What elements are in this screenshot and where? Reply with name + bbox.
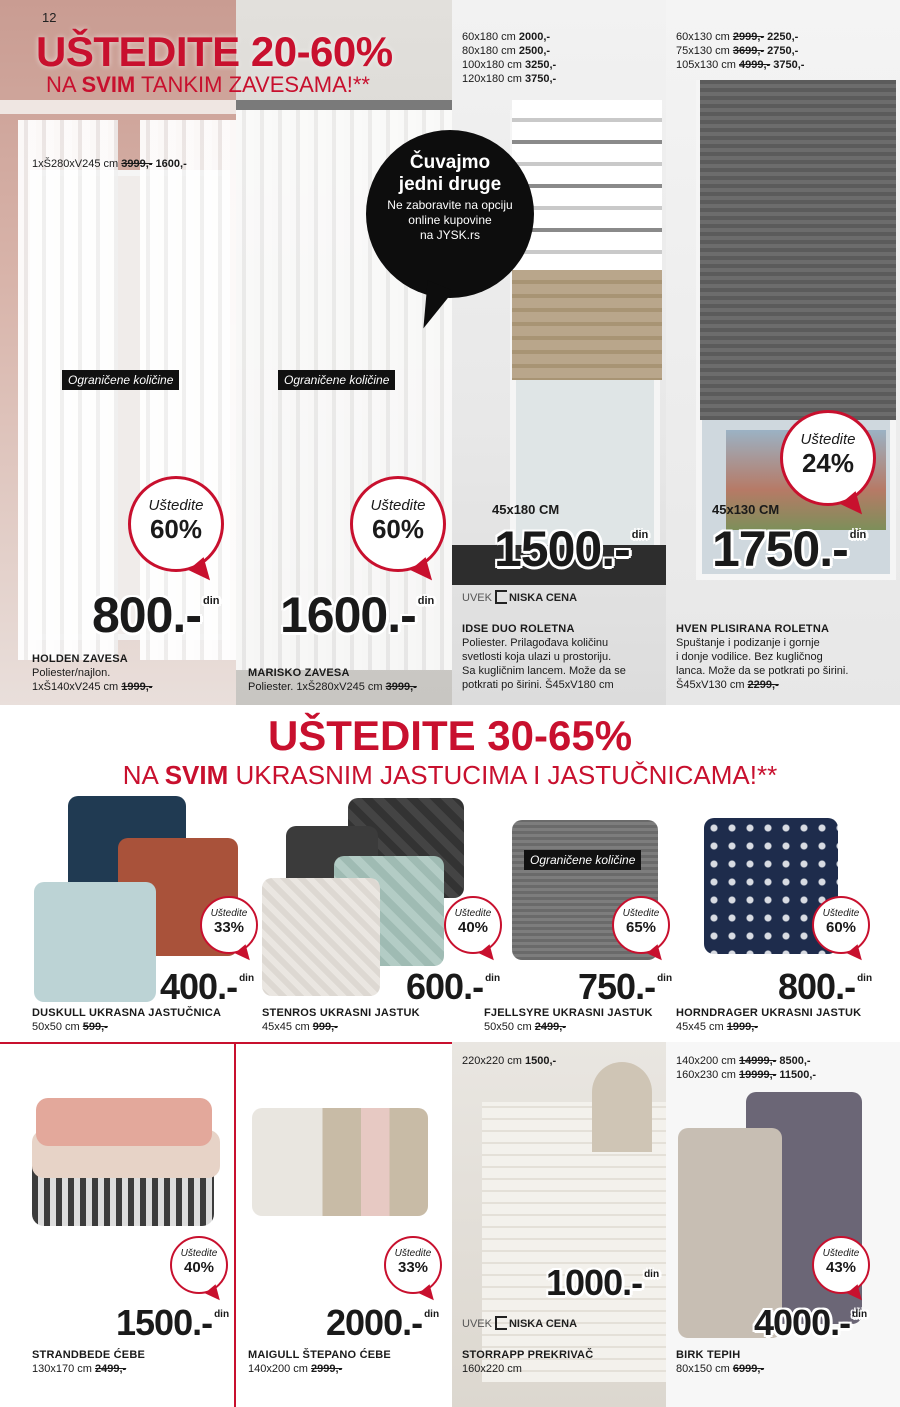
size-row: 120x180 cm 3750,- (462, 73, 557, 85)
hven-price: 1750.- $^{din}$ (712, 521, 867, 577)
sheer-curtain-image (18, 120, 118, 660)
idse-size-list (462, 30, 556, 86)
care-online-bubble (366, 130, 534, 298)
mid-subheadline: NA SVIM UKRASNIM JASTUCIMA I JASTUČNICAMA!** (122, 760, 778, 790)
marisko-save-badge: Uštedite 60% (350, 476, 446, 572)
care-bubble-text: online kupovine (408, 213, 492, 227)
care-bubble-text: Ne zaboravite na opciju (387, 198, 513, 212)
birk-size-list (676, 1054, 816, 1082)
size-row: 100x180 cm 3250,- (462, 59, 557, 71)
size-row: 80x180 cm 2500,- (462, 45, 551, 57)
section-divider (0, 1042, 452, 1044)
maigull-product-info: MAIGULL ŠTEPANO ĆEBE 140x200 cm 2999,- (248, 1349, 391, 1375)
idse-dimension-label: 45x180 CM (492, 502, 560, 517)
storrapp-product-info: STORRAPP PREKRIVAČ 160x220 cm (462, 1349, 594, 1375)
page-number: 12 (42, 10, 57, 25)
marisko-product-info: MARISKO ZAVESA Poliester. 1xŠ280xV245 cm 3999,- (248, 667, 417, 693)
care-bubble-title: jedni druge (398, 174, 502, 195)
size-row: 60x130 cm 2999,- 2250,- (676, 31, 799, 43)
strandbede-product-info: STRANDBEDE ĆEBE 130x170 cm 2499,- (32, 1349, 146, 1375)
holden-variant-price: 1xŠ280xV245 cm 3999,- 1600,- (32, 158, 187, 170)
idse-price: 1500.- $^{din}$ (494, 521, 649, 577)
holden-save-badge: Uštedite 60% (128, 476, 224, 572)
section-divider (234, 1042, 236, 1407)
hven-photo-panel (666, 0, 900, 705)
top-subheadline: NA SVIM TANKIM ZAVESAMA!** (46, 72, 370, 97)
fjellsyre-product-info: FJELLSYRE UKRASNI JASTUK 50x50 cm 2499,- (484, 1007, 653, 1033)
hven-size-list (676, 30, 804, 72)
size-row: 140x200 cm 14999,- 8500,- (676, 1055, 811, 1067)
holden-product-info: HOLDEN ZAVESA Poliester/najlon. 1xŠ140xV245 cm 1999,- (32, 653, 153, 693)
stenros-product-info: STENROS UKRASNI JASTUK 45x45 cm 999,- (262, 1007, 420, 1033)
curtain-rod-image (0, 100, 236, 114)
size-row: 105x130 cm 4999,- 3750,- (676, 59, 805, 71)
size-row: 160x230 cm 19999,- 11500,- (676, 1069, 817, 1081)
top-headline: UŠTEDITE 20-60% (36, 28, 393, 75)
hven-product-info: HVEN PLISIRANA ROLETNA Spuštanje i podizanje i gornje i donje vodilice. Bez kugličnog lanca. Može da se potkrati po širini. Š45xV130 cm 2299,- (676, 623, 849, 691)
storrapp-variant-price: 220x220 cm 1500,- (462, 1055, 557, 1067)
care-bubble-title: Čuvajmo (409, 152, 491, 173)
birk-price: 4000.- $^{din}$ (754, 1302, 868, 1343)
care-bubble-text: na JYSK.rs (419, 228, 481, 242)
horndrager-save-badge: Uštedite 60% (812, 896, 870, 954)
duo-blind-image (512, 100, 662, 270)
curtain-rod-image (236, 100, 452, 110)
horndrager-price: 800.- $^{din}$ (778, 966, 873, 1007)
always-low-price-badge: UVEK NISKA CENA (462, 592, 578, 604)
marisko-price: 1600.- $^{din}$ (280, 587, 435, 643)
strandbede-price: 1500.- $^{din}$ (116, 1302, 230, 1343)
sheer-curtain-image (140, 120, 236, 660)
always-low-price-badge: UVEK NISKA CENA (462, 1318, 578, 1330)
stenros-price: 600.- $^{din}$ (406, 966, 501, 1007)
size-row: 60x180 cm 2000,- (462, 31, 551, 43)
duskull-product-info: DUSKULL UKRASNA JASTUČNICA 50x50 cm 599,- (32, 1007, 222, 1033)
stenros-save-badge: Uštedite 40% (444, 896, 502, 954)
storrapp-price: 1000.- $^{din}$ (546, 1262, 660, 1303)
fjellsyre-price: 750.- $^{din}$ (578, 966, 673, 1007)
limited-quantity-tag: Ograničene količine (524, 850, 641, 870)
mid-headline: UŠTEDITE 30-65% (267, 712, 633, 759)
pleated-blind-image (700, 80, 896, 420)
duskull-price: 400.- $^{din}$ (160, 966, 255, 1007)
hven-dimension-label: 45x130 CM (712, 502, 780, 517)
holden-price: 800.- $^{din}$ (92, 587, 220, 643)
maigull-save-badge: Uštedite 33% (384, 1236, 442, 1294)
hven-save-badge: Uštedite 24% (780, 410, 876, 506)
idse-product-info: IDSE DUO ROLETNA Poliester. Prilagođava količinu svetlosti koja ulazi u prostoriju. Sa kugličnim lancem. Može da se potkrati po širini. Š45xV180 cm (462, 623, 626, 691)
birk-product-info: BIRK TEPIH 80x150 cm 6999,- (676, 1349, 765, 1375)
limited-quantity-tag: Ograničene količine (278, 370, 395, 390)
fjellsyre-save-badge: Uštedite 65% (612, 896, 670, 954)
limited-quantity-tag: Ograničene količine (62, 370, 179, 390)
strandbede-save-badge: Uštedite 40% (170, 1236, 228, 1294)
duo-blind-brown-image (512, 270, 662, 380)
birk-save-badge: Uštedite 43% (812, 1236, 870, 1294)
size-row: 75x130 cm 3699,- 2750,- (676, 45, 799, 57)
horndrager-product-info: HORNDRAGER UKRASNI JASTUK 45x45 cm 1999,- (676, 1007, 862, 1033)
duskull-save-badge: Uštedite 33% (200, 896, 258, 954)
maigull-price: 2000.- $^{din}$ (326, 1302, 440, 1343)
